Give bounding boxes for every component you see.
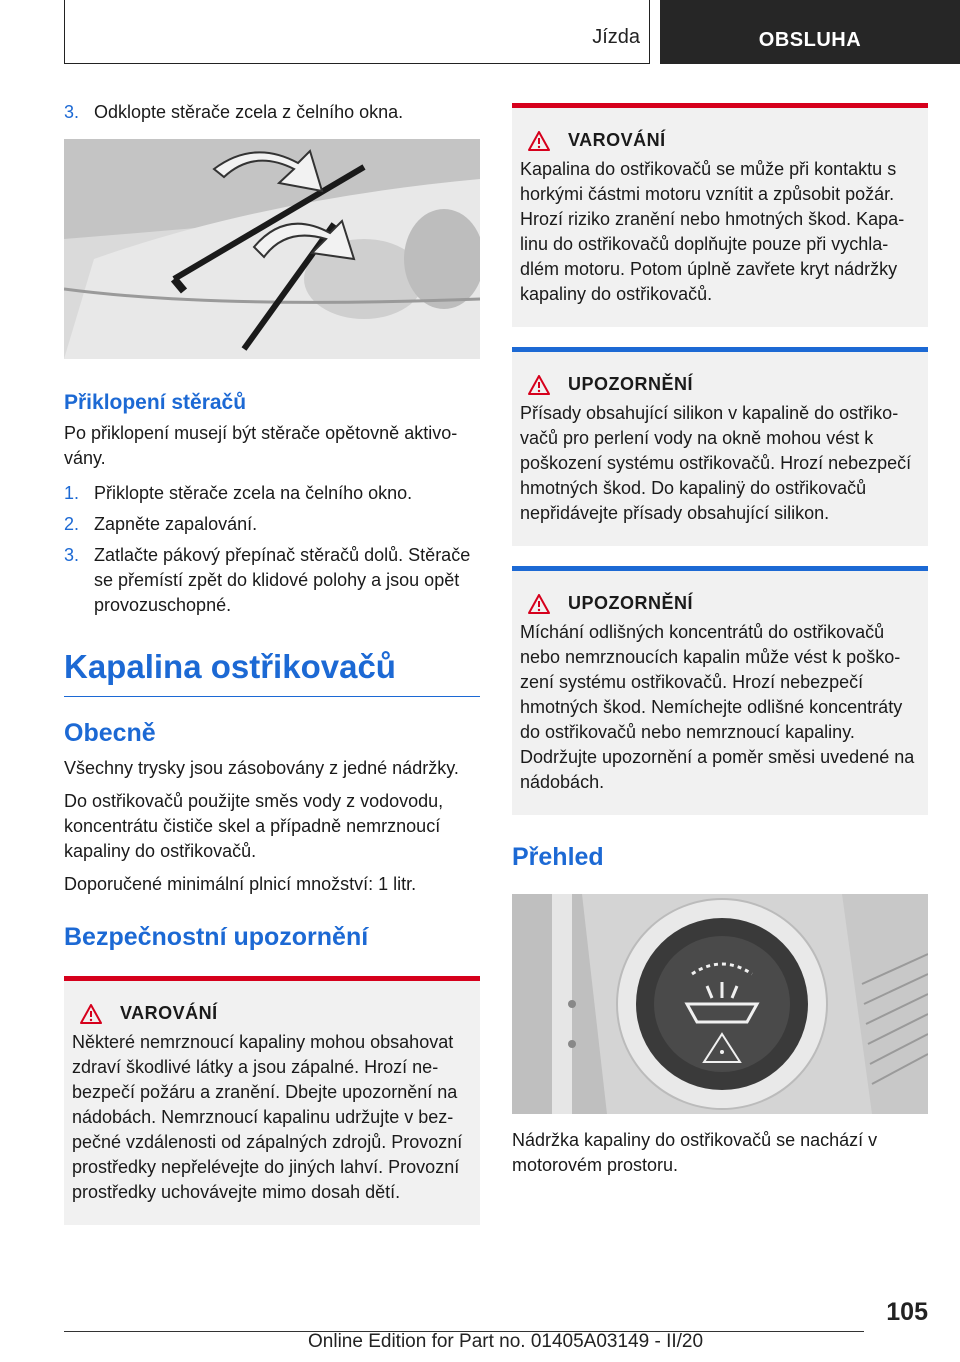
header-chapter-tab: OBSLUHA — [660, 0, 960, 64]
general-paragraph-1: Všechny trysky jsou zásobovány z jedné nádržky. — [64, 758, 459, 778]
list-item — [64, 100, 480, 125]
section-heading-overview: Přehled — [512, 843, 604, 871]
notice-title — [520, 374, 920, 395]
warning-text: Kapalina do ostřikovačů se může při kontaktu s horkými částmi motoru vznítit a způsobit požár. Hrozí riziko zranění nebo hmotných škod. Kapalinu do ostřikovačů doplňujte pouze při vychladlém motoru. Potom úplně zavřete kryt nádržky kapaliny do ostřikovačů. — [520, 159, 905, 304]
step-list — [64, 481, 480, 618]
header-section-title: Jízda — [592, 26, 640, 48]
warning-title-text: VAROVÁNÍ — [568, 130, 666, 150]
general-paragraph-2: Do ostřikovačů použijte směs vody z vodovodu, koncentrátu čističe skel a případně nemrznoucí kapaliny do ostřikovačů. — [64, 791, 444, 861]
warning-text: Některé nemrznoucí kapaliny mohou obsahovat zdraví škodlivé látky a jsou zápalné. Hrozí nebezpečí požáru a zranění. Dbejte upozornění na nádobách. Nemrznoucí kapalinu udržujte v bezpečné vzdálenosti od zápalných zdrojů. Provozní prostředky nepřelévejte do jiných lahví. Provozní prostředky uchovávejte mimo dosah dětí. — [72, 1032, 463, 1202]
step-number: 3. — [64, 545, 80, 565]
notice-box — [512, 347, 928, 546]
warning-box — [512, 103, 928, 327]
header-frame — [64, 0, 650, 64]
figure-caption: Nádržka kapaliny do ostřikovačů se nachází v motorovém prostoru. — [512, 1130, 878, 1175]
step-text: Odklopte stěrače zcela z čelního okna. — [94, 102, 404, 122]
chapter-heading: Kapalina ostřikovačů — [64, 648, 480, 697]
warning-box — [64, 976, 480, 1225]
step-number: 1. — [64, 483, 80, 503]
section-heading-general: Obecně — [64, 719, 156, 747]
step-list-top — [64, 100, 480, 125]
notice-text: Přísady obsahující silikon v kapalině do ostřikovačů pro perlení vody na okně mohou vést k poškození systému ostřikovačů. Hrozí nebezpečí hmotných škod. Do kapalinÿ do ostřikovačů nepřidávejte přísady obsahující silikon. — [520, 403, 912, 523]
warning-title — [72, 1003, 472, 1024]
footer-edition: Online Edition for Part no. 01405A03149 - II/20 — [308, 1331, 704, 1352]
notice-title — [520, 593, 920, 614]
list-item — [64, 543, 480, 618]
section-heading-wiper-fold: Přiklopení stěračů — [64, 391, 247, 414]
notice-title-text: UPOZORNĚNÍ — [568, 374, 694, 394]
step-text: Přiklopte stěrače zcela na čelního okno. — [94, 483, 413, 503]
section-heading-safety: Bezpečnostní upozornění — [64, 923, 369, 951]
list-item — [64, 512, 480, 537]
step-text: Zapněte zapalování. — [94, 514, 258, 534]
warning-triangle-icon — [528, 594, 550, 614]
step-number: 3. — [64, 102, 80, 122]
wiper-figure — [64, 139, 480, 359]
page-number: 105 — [886, 1298, 928, 1326]
wiper-illustration — [64, 139, 480, 359]
warning-title — [520, 130, 920, 151]
warning-triangle-icon — [80, 1004, 102, 1024]
right-column — [512, 103, 928, 1186]
section-intro: Po přiklopení musejí být stěrače opětovně aktivovány. — [64, 423, 458, 468]
notice-box — [512, 566, 928, 815]
reservoir-figure — [512, 894, 928, 1114]
warning-triangle-icon — [528, 375, 550, 395]
notice-title-text: UPOZORNĚNÍ — [568, 593, 694, 613]
left-column — [64, 100, 480, 1225]
step-text: Zatlačte pákový přepínač stěračů dolů. Stěrače se přemístí zpět do klidové polohy a jsou opět provozuschopné. — [94, 545, 471, 615]
warning-triangle-icon — [528, 131, 550, 151]
step-number: 2. — [64, 514, 80, 534]
warning-title-text: VAROVÁNÍ — [120, 1003, 218, 1023]
notice-text: Míchání odlišných koncentrátů do ostřikovačů nebo nemrznoucích kapalin může vést k poškození systému ostřikovačů. Hrozí nebezpečí hmotných škod. Nemíchejte odlišné koncentráty do ostřikovačů nebo nemrznoucí kapaliny. Dodržujte upozornění a poměr směsi uvedené na nádobách. — [520, 622, 915, 792]
general-paragraph-3: Doporučené minimální plnicí množství: 1 litr. — [64, 874, 417, 894]
reservoir-cap-illustration — [512, 894, 928, 1114]
list-item — [64, 481, 480, 506]
page-header — [0, 0, 960, 66]
